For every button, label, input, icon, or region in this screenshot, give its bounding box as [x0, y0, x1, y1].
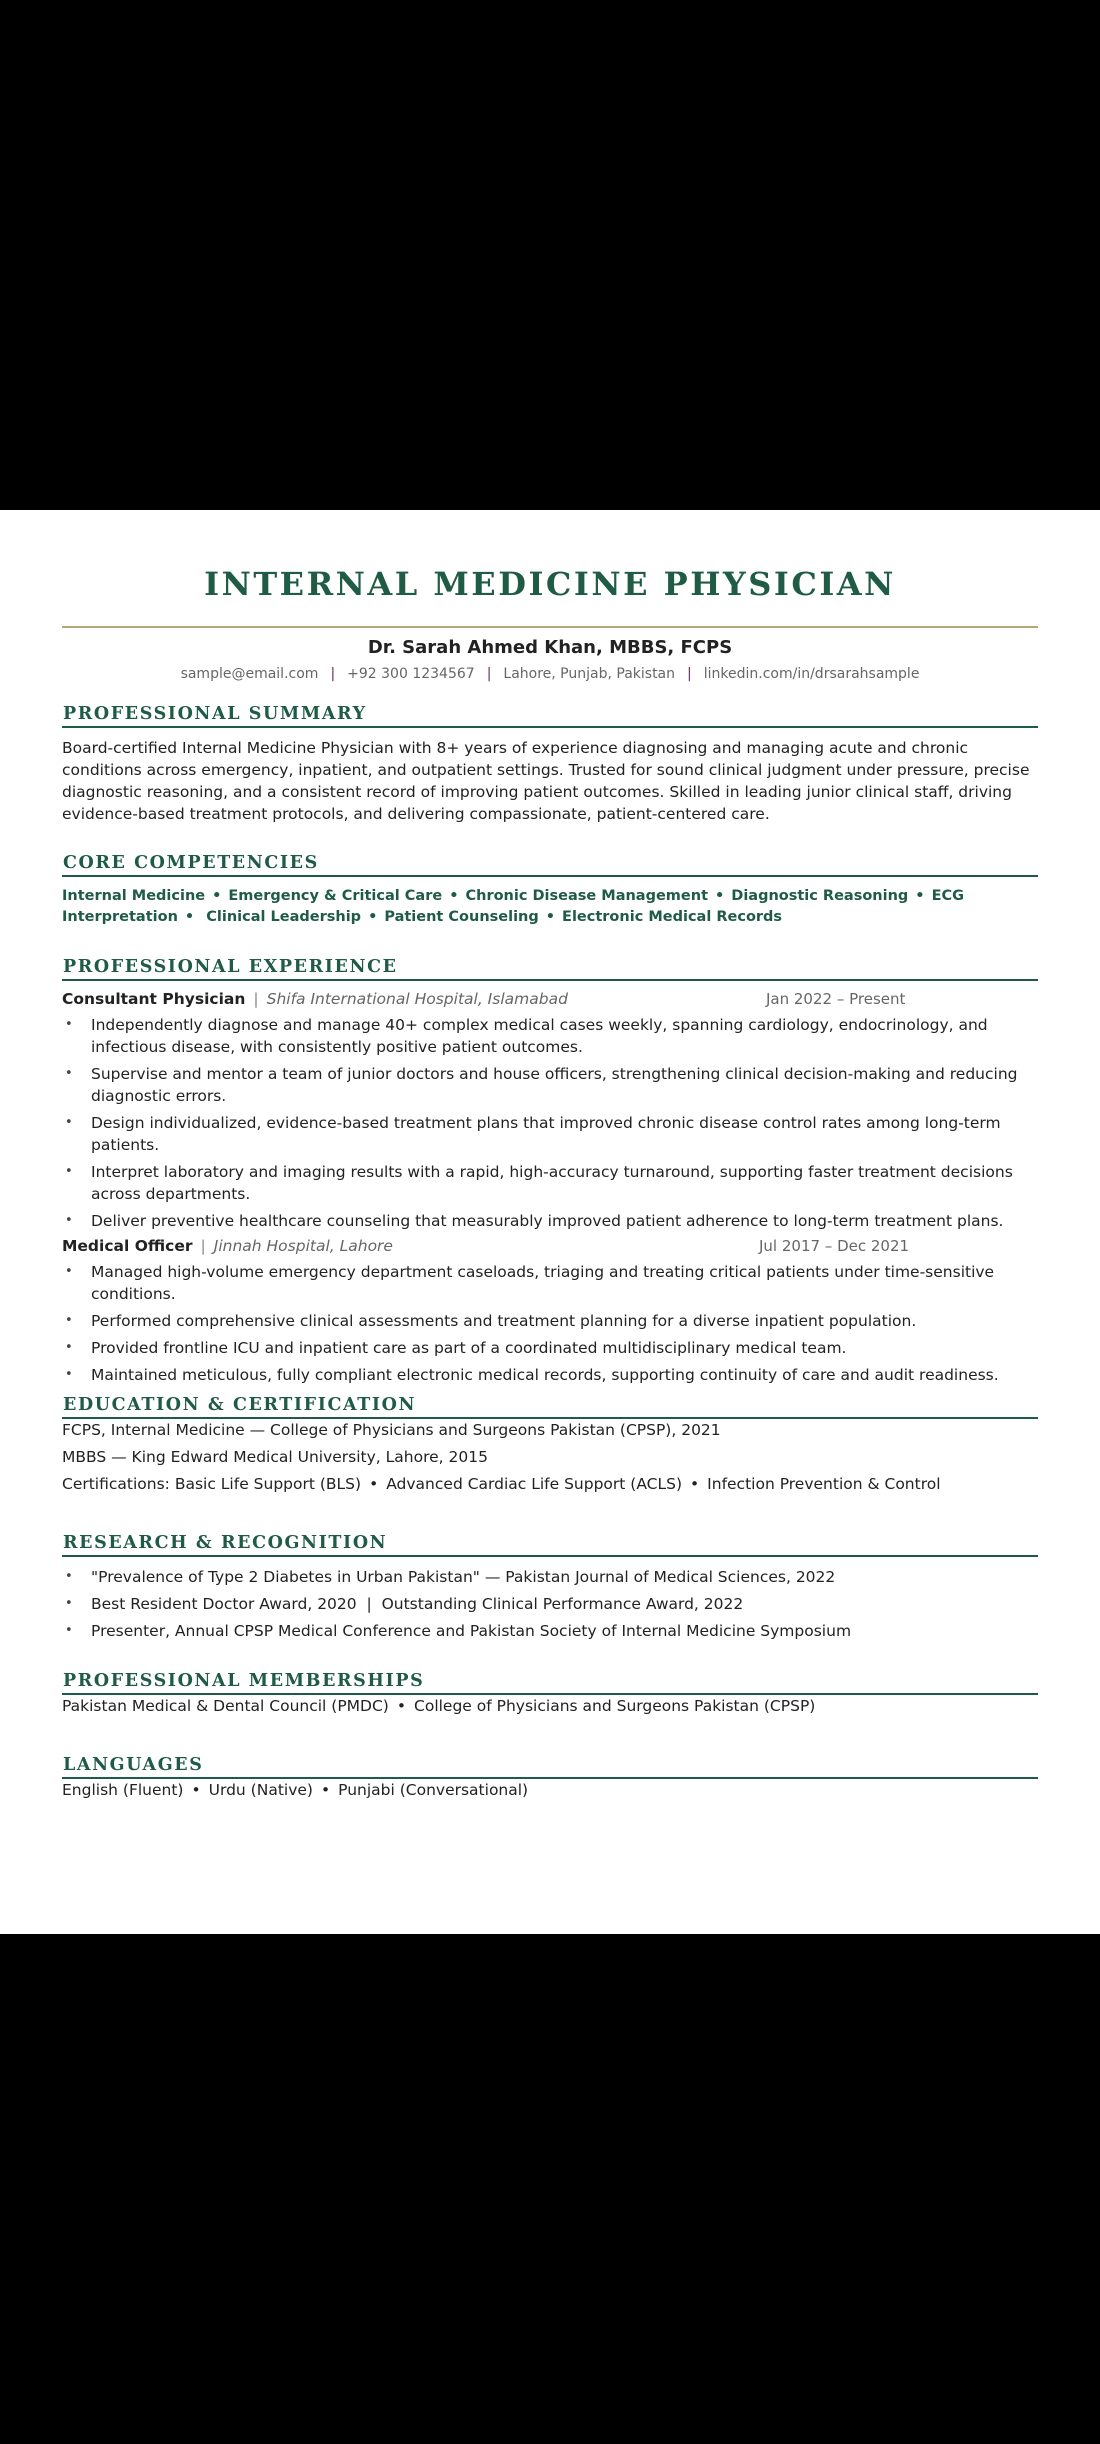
language-item: English (Fluent) [62, 1781, 184, 1799]
experience-section [62, 955, 1038, 1391]
title-divider [62, 626, 1038, 628]
job-bullet: • Independently diagnose and manage 40+ complex medical cases weekly, spanning cardiology, endocrinology, and infectious disease, with consistently positive patient outcomes. [62, 1014, 1038, 1058]
education-degree: MBBS — King Edward Medical University, Lahore, 2015 [62, 1448, 488, 1466]
membership-item: Pakistan Medical & Dental Council (PMDC) [62, 1697, 389, 1715]
competency-item: Diagnostic Reasoning [731, 888, 909, 904]
candidate-name: Dr. Sarah Ahmed Khan, MBBS, FCPS [367, 637, 733, 658]
competency-item: ECG Interpretation [62, 888, 965, 925]
contact-phone: +92 300 1234567 [347, 666, 475, 682]
job-bullet: • Design individualized, evidence-based treatment plans that improved chronic disease control rates among long-term patients. [62, 1112, 1038, 1156]
resume-title: INTERNAL MEDICINE PHYSICIAN [204, 565, 896, 603]
languages-line: English (Fluent) • Urdu (Native) • Punjabi (Conversational) [62, 1781, 529, 1799]
job-bullet: • Supervise and mentor a team of junior doctors and house officers, strengthening clinical decision-making and reducing diagnostic errors. [62, 1063, 1038, 1107]
research-section [62, 1531, 1038, 1647]
resume-page [0, 510, 1100, 1934]
membership-item: College of Physicians and Surgeons Pakistan (CPSP) [414, 1697, 816, 1715]
certification-item: Basic Life Support (BLS) [174, 1475, 362, 1493]
job-bullet: • Maintained meticulous, fully compliant electronic medical records, supporting continuity of care and audit readiness. [62, 1364, 1038, 1386]
contact-separator: | [687, 666, 692, 682]
competencies-list: Internal Medicine • Emergency & Critical Care • Chronic Disease Management • Diagnostic Reasoning • ECG Interpretation • Clinical Leadership • Patient Counseling • Electronic Medical Records [62, 888, 965, 925]
job-organization: Shifa International Hospital, Islamabad [266, 990, 568, 1008]
experience-heading: PROFESSIONAL EXPERIENCE [62, 955, 1038, 981]
certification-item: Infection Prevention & Control [707, 1475, 941, 1493]
education-degree: FCPS, Internal Medicine — College of Physicians and Surgeons Pakistan (CPSP), 2021 [62, 1421, 721, 1439]
competencies-section [62, 851, 1038, 928]
competency-item: Internal Medicine [62, 888, 206, 904]
certifications-label: Certifications: [62, 1475, 170, 1493]
summary-text: Board-certified Internal Medicine Physician with 8+ years of experience diagnosing and managing acute and chronic conditions across emergency, inpatient, and outpatient settings. Trusted for sound clinical judgment under pressure, precise diagnostic reasoning, and a consistent record of improving patient outcomes. Skilled in leading junior clinical staff, driving evidence-based treatment protocols, and delivering compassionate, patient-centered care. [62, 739, 1030, 823]
job-bullet: • Deliver preventive healthcare counseling that measurably improved patient adherence to long-term treatment plans. [62, 1210, 1038, 1232]
job-bullets [62, 1261, 1038, 1386]
summary-section [62, 702, 1038, 825]
job-dates: Jul 2017 – Dec 2021 [759, 1237, 910, 1255]
competencies-heading: CORE COMPETENCIES [62, 851, 1038, 877]
contact-location: Lahore, Punjab, Pakistan [503, 666, 676, 682]
job-bullet: • Performed comprehensive clinical assessments and treatment planning for a diverse inpatient population. [62, 1310, 1038, 1332]
research-item: • Best Resident Doctor Award, 2020 | Outstanding Clinical Performance Award, 2022 [62, 1593, 1038, 1615]
contact-line [62, 666, 1038, 682]
contact-separator: | [330, 666, 336, 682]
memberships-heading: PROFESSIONAL MEMBERSHIPS [62, 1669, 1038, 1695]
job-title: Medical Officer [62, 1237, 193, 1255]
languages-section [62, 1753, 1038, 1806]
job-header: Medical Officer | Jinnah Hospital, Lahore Jul 2017 – Dec 2021 [62, 1237, 910, 1255]
competency-item: Emergency & Critical Care [228, 888, 443, 904]
languages-heading: LANGUAGES [62, 1753, 1038, 1779]
job-bullet: • Provided frontline ICU and inpatient care as part of a coordinated multidisciplinary medical team. [62, 1337, 1038, 1359]
job-bullet: • Interpret laboratory and imaging results with a rapid, high-accuracy turnaround, supporting faster treatment decisions across departments. [62, 1161, 1038, 1205]
memberships-section [62, 1669, 1038, 1722]
language-item: Urdu (Native) [208, 1781, 313, 1799]
education-section [62, 1393, 1038, 1500]
job-bullet: • Managed high-volume emergency department caseloads, triaging and treating critical patients under time-sensitive conditions. [62, 1261, 1038, 1305]
contact-email: sample@email.com [180, 666, 319, 682]
certifications-line: Certifications: Basic Life Support (BLS) • Advanced Cardiac Life Support (ACLS) • Infection Prevention & Control [62, 1475, 941, 1493]
language-item: Punjabi (Conversational) [338, 1781, 529, 1799]
research-heading: RESEARCH & RECOGNITION [62, 1531, 1038, 1557]
competency-item: Electronic Medical Records [562, 909, 783, 925]
research-item: • Presenter, Annual CPSP Medical Conference and Pakistan Society of Internal Medicine Symposium [62, 1620, 1038, 1642]
education-heading: EDUCATION & CERTIFICATION [62, 1393, 1038, 1419]
contact-separator: | [486, 666, 492, 682]
contact-linkedin: linkedin.com/in/drsarahsample [703, 666, 920, 682]
job-organization: Jinnah Hospital, Lahore [213, 1237, 393, 1255]
job-header: Consultant Physician | Shifa International Hospital, Islamabad Jan 2022 – Present [62, 990, 906, 1008]
competency-item: Chronic Disease Management [465, 888, 708, 904]
competency-item: Patient Counseling [384, 909, 539, 925]
research-list [62, 1566, 1038, 1642]
job-bullets [62, 1014, 1038, 1232]
job-title: Consultant Physician [62, 990, 246, 1008]
memberships-line: Pakistan Medical & Dental Council (PMDC) • College of Physicians and Surgeons Pakistan (CPSP) [62, 1697, 816, 1715]
competency-item: Clinical Leadership [206, 909, 362, 925]
certification-item: Advanced Cardiac Life Support (ACLS) [386, 1475, 683, 1493]
summary-heading: PROFESSIONAL SUMMARY [62, 702, 1038, 728]
research-item: • "Prevalence of Type 2 Diabetes in Urban Pakistan" — Pakistan Journal of Medical Sciences, 2022 [62, 1566, 1038, 1588]
job-dates: Jan 2022 – Present [766, 990, 906, 1008]
